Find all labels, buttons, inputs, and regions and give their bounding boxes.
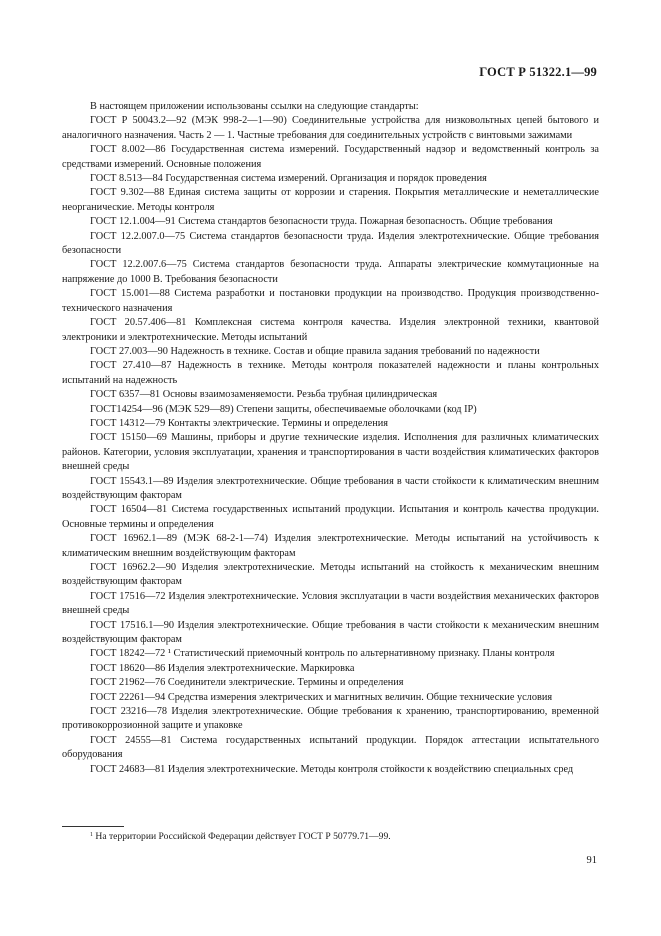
- reference-item: ГОСТ 16962.2—90 Изделия электротехнические. Методы испытаний на стойкость к механическим внешним воздействующим факторам: [62, 562, 599, 588]
- reference-item: ГОСТ 17516.1—90 Изделия электротехнические. Общие требования в части стойкости к механическим внешним воздействующим факторам: [62, 619, 599, 646]
- reference-item: ГОСТ 27.410—87 Надежность в технике. Методы контроля показателей надежности и планы контрольных испытаний на надежность: [62, 360, 599, 386]
- reference-item: ГОСТ 16504—81 Система государственных испытаний продукции. Испытания и контроль качества продукции. Основные термины и определения: [62, 504, 599, 530]
- reference-item: ГОСТ 20.57.406—81 Комплексная система контроля качества. Изделия электронной техники, квантовой электроники и электротехнические. Методы испытаний: [62, 317, 599, 343]
- reference-item: ГОСТ 15.001—88 Система разработки и постановки продукции на производство. Продукция производственно-технического назначения: [62, 288, 599, 314]
- reference-item: ГОСТ 6357—81 Основы взаимозаменяемости. Резьба трубная цилиндрическая: [90, 389, 438, 401]
- document-code-header: ГОСТ Р 51322.1—99: [479, 65, 597, 79]
- reference-item: ГОСТ 17516—72 Изделия электротехнические. Условия эксплуатации в части воздействия механических факторов внешней среды: [62, 590, 599, 617]
- footnote-marker: 1: [90, 832, 93, 838]
- reference-item: ГОСТ Р 50043.2—92 (МЭК 998-2—1—90) Соединительные устройства для низковольтных цепей бытового и аналогичного назначения. Часть 2 — 1. Частные требования для соединительных устройств с винтовыми зажимами: [62, 115, 599, 141]
- reference-item: ГОСТ 16962.1—89 (МЭК 68-2-1—74) Изделия электротехнические. Методы испытаний на устойчивость к климатическим внешним воздействующим факторам: [62, 533, 599, 559]
- reference-item: ГОСТ 24683—81 Изделия электротехнические. Методы контроля стойкости к воздействию специальных сред: [90, 763, 574, 775]
- reference-item: ГОСТ 23216—78 Изделия электротехнические. Общие требования к хранению, транспортированию, временной противокоррозионной защите и упаковке: [62, 706, 599, 732]
- footnote: [90, 829, 391, 843]
- reference-item: ГОСТ 18620—86 Изделия электротехнические. Маркировка: [90, 662, 355, 674]
- reference-item: ГОСТ14254—96 (МЭК 529—89) Степени защиты, обеспечиваемые оболочками (код IP): [90, 403, 477, 415]
- reference-item: ГОСТ 15150—69 Машины, приборы и другие технические изделия. Исполнения для различных климатических районов. Категории, условия эксплуатации, хранения и транспортирования в части воздействия климатических факторов внешней среды: [62, 432, 599, 473]
- page-number: 91: [586, 855, 597, 866]
- references-list: [62, 100, 599, 777]
- reference-item: ГОСТ 15543.1—89 Изделия электротехнические. Общие требования в части стойкости к климатическим внешним воздействующим факторам: [62, 475, 599, 501]
- intro-paragraph: В настоящем приложении использованы ссылки на следующие стандарты:: [90, 101, 419, 112]
- reference-item: ГОСТ 24555—81 Система государственных испытаний продукции. Порядок аттестации испытательного оборудования: [62, 734, 599, 761]
- reference-item: ГОСТ 8.513—84 Государственная система измерений. Организация и порядок проведения: [90, 173, 487, 185]
- reference-item: ГОСТ 8.002—86 Государственная система измерений. Государственный надзор и ведомственный контроль за средствами измерений. Основные положения: [62, 144, 599, 170]
- reference-item: ГОСТ 12.2.007.6—75 Система стандартов безопасности труда. Аппараты электрические коммутационные на напряжение до 1000 В. Требования безопасности: [62, 259, 599, 285]
- footnote-text: На территории Российской Федерации действует ГОСТ Р 50779.71—99.: [95, 831, 391, 842]
- reference-item: ГОСТ 27.003—90 Надежность в технике. Состав и общие правила задания требований по надежности: [90, 345, 540, 357]
- reference-item: ГОСТ 14312—79 Контакты электрические. Термины и определения: [90, 417, 388, 429]
- footnote-divider: [62, 826, 124, 827]
- reference-item: ГОСТ 22261—94 Средства измерения электрических и магнитных величин. Общие технические условия: [90, 691, 553, 703]
- reference-item: ГОСТ 12.1.004—91 Система стандартов безопасности труда. Пожарная безопасность. Общие требования: [90, 216, 553, 228]
- reference-item: ГОСТ 12.2.007.0—75 Система стандартов безопасности труда. Изделия электротехнические. Общие требования безопасности: [62, 230, 599, 257]
- reference-item: ГОСТ 21962—76 Соединители электрические. Термины и определения: [90, 677, 404, 689]
- reference-item: ГОСТ 18242—72 ¹ Статистический приемочный контроль по альтернативному признаку. Планы контроля: [90, 648, 555, 660]
- reference-item: ГОСТ 9.302—88 Единая система защиты от коррозии и старения. Покрытия металлические и неметаллические неорганические. Методы контроля: [62, 187, 599, 213]
